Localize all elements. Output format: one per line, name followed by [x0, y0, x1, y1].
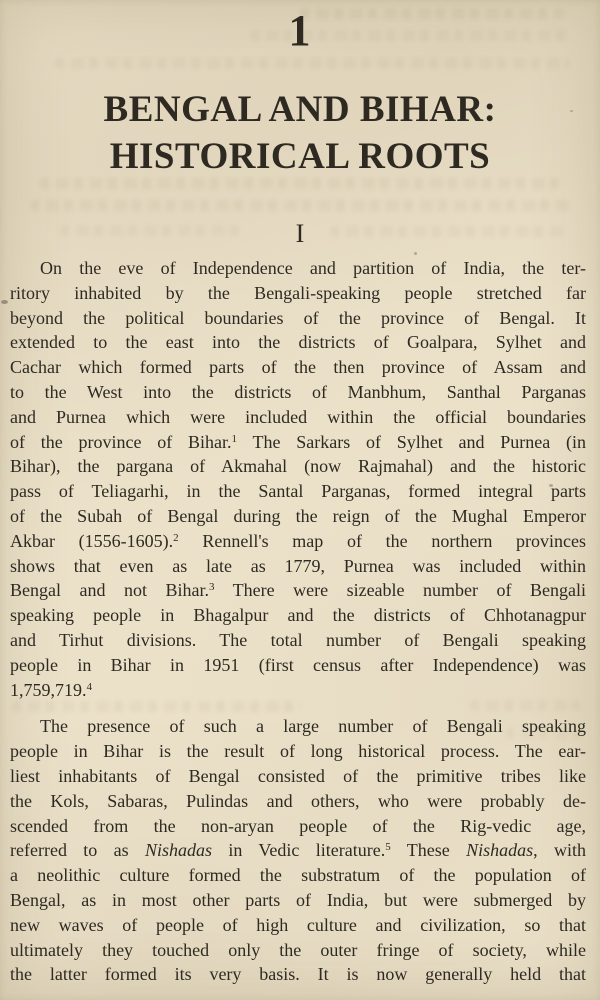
bleed-through-ghost [55, 58, 570, 69]
text-line: Bengal, as in most other parts of India, but were submerged by [10, 889, 586, 910]
chapter-title-line-2: HISTORICAL ROOTS [109, 136, 491, 177]
paragraph [10, 256, 586, 702]
text-line: and Purnea which were included within the official boundaries [10, 406, 586, 427]
text-line: ritory inhabited by the Bengali-speaking people stretched far [10, 282, 586, 303]
text-line: and Tirhut divisions. The total number of Bengali speaking [10, 629, 586, 650]
footnote-ref: 1 [231, 432, 238, 445]
text-line: On the eve of Independence and partition of India, the ter- [40, 258, 586, 278]
text-line: beyond the political boundaries of the province of Bengal. It [10, 307, 586, 328]
text-line: Akbar (1556-1605).$^2$ Rennell's map of the northern provinces [10, 530, 587, 551]
footnote-ref: 3 [208, 581, 215, 594]
section-marker: I [295, 219, 305, 248]
text-line: shows that even as late as 1779, Purnea was included within [10, 555, 586, 576]
text-line: The presence of such a large number of Bengali speaking [40, 716, 586, 737]
text-line: the latter formed its very basis. It is now generally held that [10, 964, 586, 985]
italic-term: Nishadas [145, 840, 213, 861]
text-line: liest inhabitants of Bengal consisted of the primitive tribes like [10, 765, 586, 786]
text-line: extended to the east into the districts of Goalpara, Sylhet and [10, 332, 586, 353]
text-line: people in Bihar in 1951 (first census after Independence) was [10, 654, 586, 675]
text-line: Cachar which formed parts of the then province of Assam and [10, 357, 586, 378]
text-line: a neolithic culture formed the substratum of the population of [10, 865, 586, 886]
body-text [10, 256, 586, 987]
text-line: of the province of Bihar.$^1$ The Sarkars of Sylhet and Purnea (in [10, 431, 587, 452]
text-line: to the West into the districts of Manbhum, Santhal Parganas [10, 381, 586, 402]
text-line: pass of Teliagarhi, in the Santal Parganas, formed integral parts [10, 481, 586, 502]
text-line: ultimately they touched only the outer fringe of society, while [10, 939, 586, 960]
text-line: of the Subah of Bengal during the reign of the Mughal Emperor [10, 505, 586, 526]
text-line: people in Bihar is the result of long historical process. The ear- [10, 741, 586, 762]
text-line: new waves of people of high culture and civilization, so that [10, 914, 586, 935]
text-line: Bengal and not Bihar.$^3$ There were sizeable number of Bengali [10, 580, 586, 601]
italic-term: Nishadas [466, 840, 534, 861]
bleed-through-ghost [30, 200, 570, 211]
chapter-number: 1 [288, 6, 312, 55]
paragraph [10, 714, 586, 987]
chapter-title [0, 86, 600, 180]
paper-speck [1, 300, 8, 304]
text-line: Bihar), the pargana of Akmahal (now Rajmahal) and the historic [10, 456, 586, 477]
footnote-ref: 2 [173, 531, 179, 544]
text-line: referred to as Nishadas in Vedic literature.$^5$ These Nishadas, with [10, 840, 586, 861]
text-line: 1,759,719.$^4$ [10, 679, 92, 700]
footnote-ref: 4 [86, 680, 92, 693]
paper-speck [414, 252, 417, 255]
text-line: scended from the non-aryan people of the Rig-vedic age, [10, 815, 586, 836]
chapter-title-line-1: BENGAL AND BIHAR: [103, 89, 497, 130]
footnote-ref: 5 [385, 841, 391, 854]
text-line: the Kols, Sabaras, Pulindas and others, who were probably de- [10, 790, 586, 811]
text-line: speaking people in Bhagalpur and the districts of Chhotanagpur [10, 605, 586, 626]
